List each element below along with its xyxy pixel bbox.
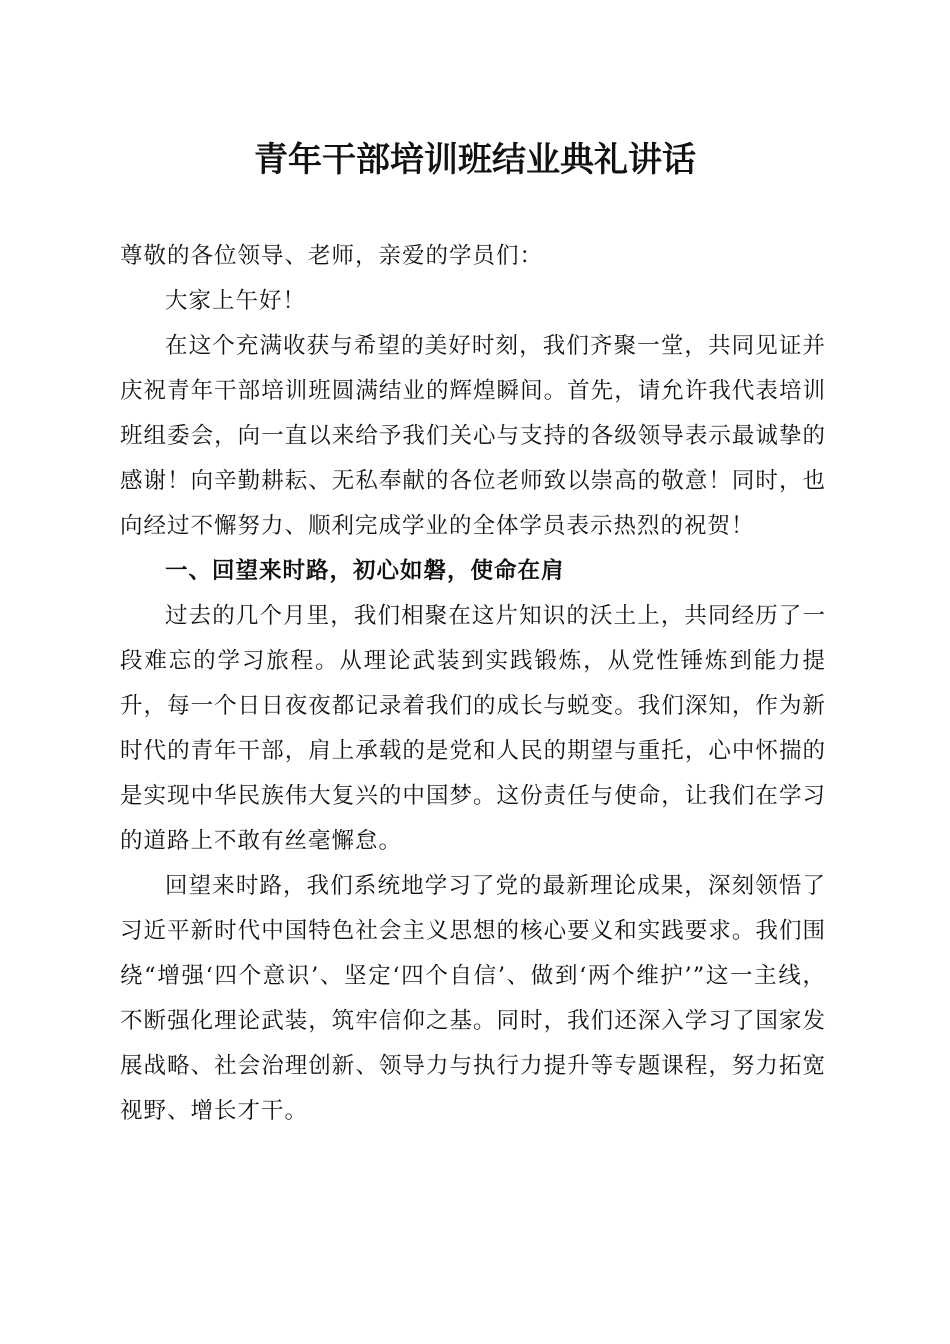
salutation: 尊敬的各位领导、老师，亲爱的学员们： <box>120 243 544 269</box>
document-body <box>120 234 826 1134</box>
greeting: 大家上午好！ <box>165 288 307 314</box>
section-paragraph: 过去的几个月里，我们相聚在这片知识的沃土上，共同经历了一段难忘的学习旅程。从理论武装到实践锻炼，从党性锤炼到能力提升，每一个日日夜夜都记录着我们的成长与蜕变。我们深知，作为新时代的青年干部，肩上承载的是党和人民的期望与重托，心中怀揣的是实现中华民族伟大复兴的中国梦。这份责任与使命，让我们在学习的道路上不敢有丝毫懈怠。 <box>120 603 826 854</box>
opening-paragraph: 在这个充满收获与希望的美好时刻，我们齐聚一堂，共同见证并庆祝青年干部培训班圆满结业的辉煌瞬间。首先，请允许我代表培训班组委会，向一直以来给予我们关心与支持的各级领导表示最诚挚的感谢！向辛勤耕耘、无私奉献的各位老师致以崇高的敬意！同时，也向经过不懈努力、顺利完成学业的全体学员表示热烈的祝贺！ <box>120 333 826 539</box>
section-paragraph: 回望来时路，我们系统地学习了党的最新理论成果，深刻领悟了习近平新时代中国特色社会主义思想的核心要义和实践要求。我们围绕“增强‘四个意识’、坚定‘四个自信’、做到‘两个维护’”这一主线，不断强化理论武装，筑牢信仰之基。同时，我们还深入学习了国家发展战略、社会治理创新、领导力与执行力提升等专题课程，努力拓宽视野、增长才干。 <box>120 873 826 1124</box>
document-title: 青年干部培训班结业典礼讲话 <box>254 140 696 180</box>
section-heading: 一、回望来时路，初心如磐，使命在肩 <box>165 558 565 584</box>
